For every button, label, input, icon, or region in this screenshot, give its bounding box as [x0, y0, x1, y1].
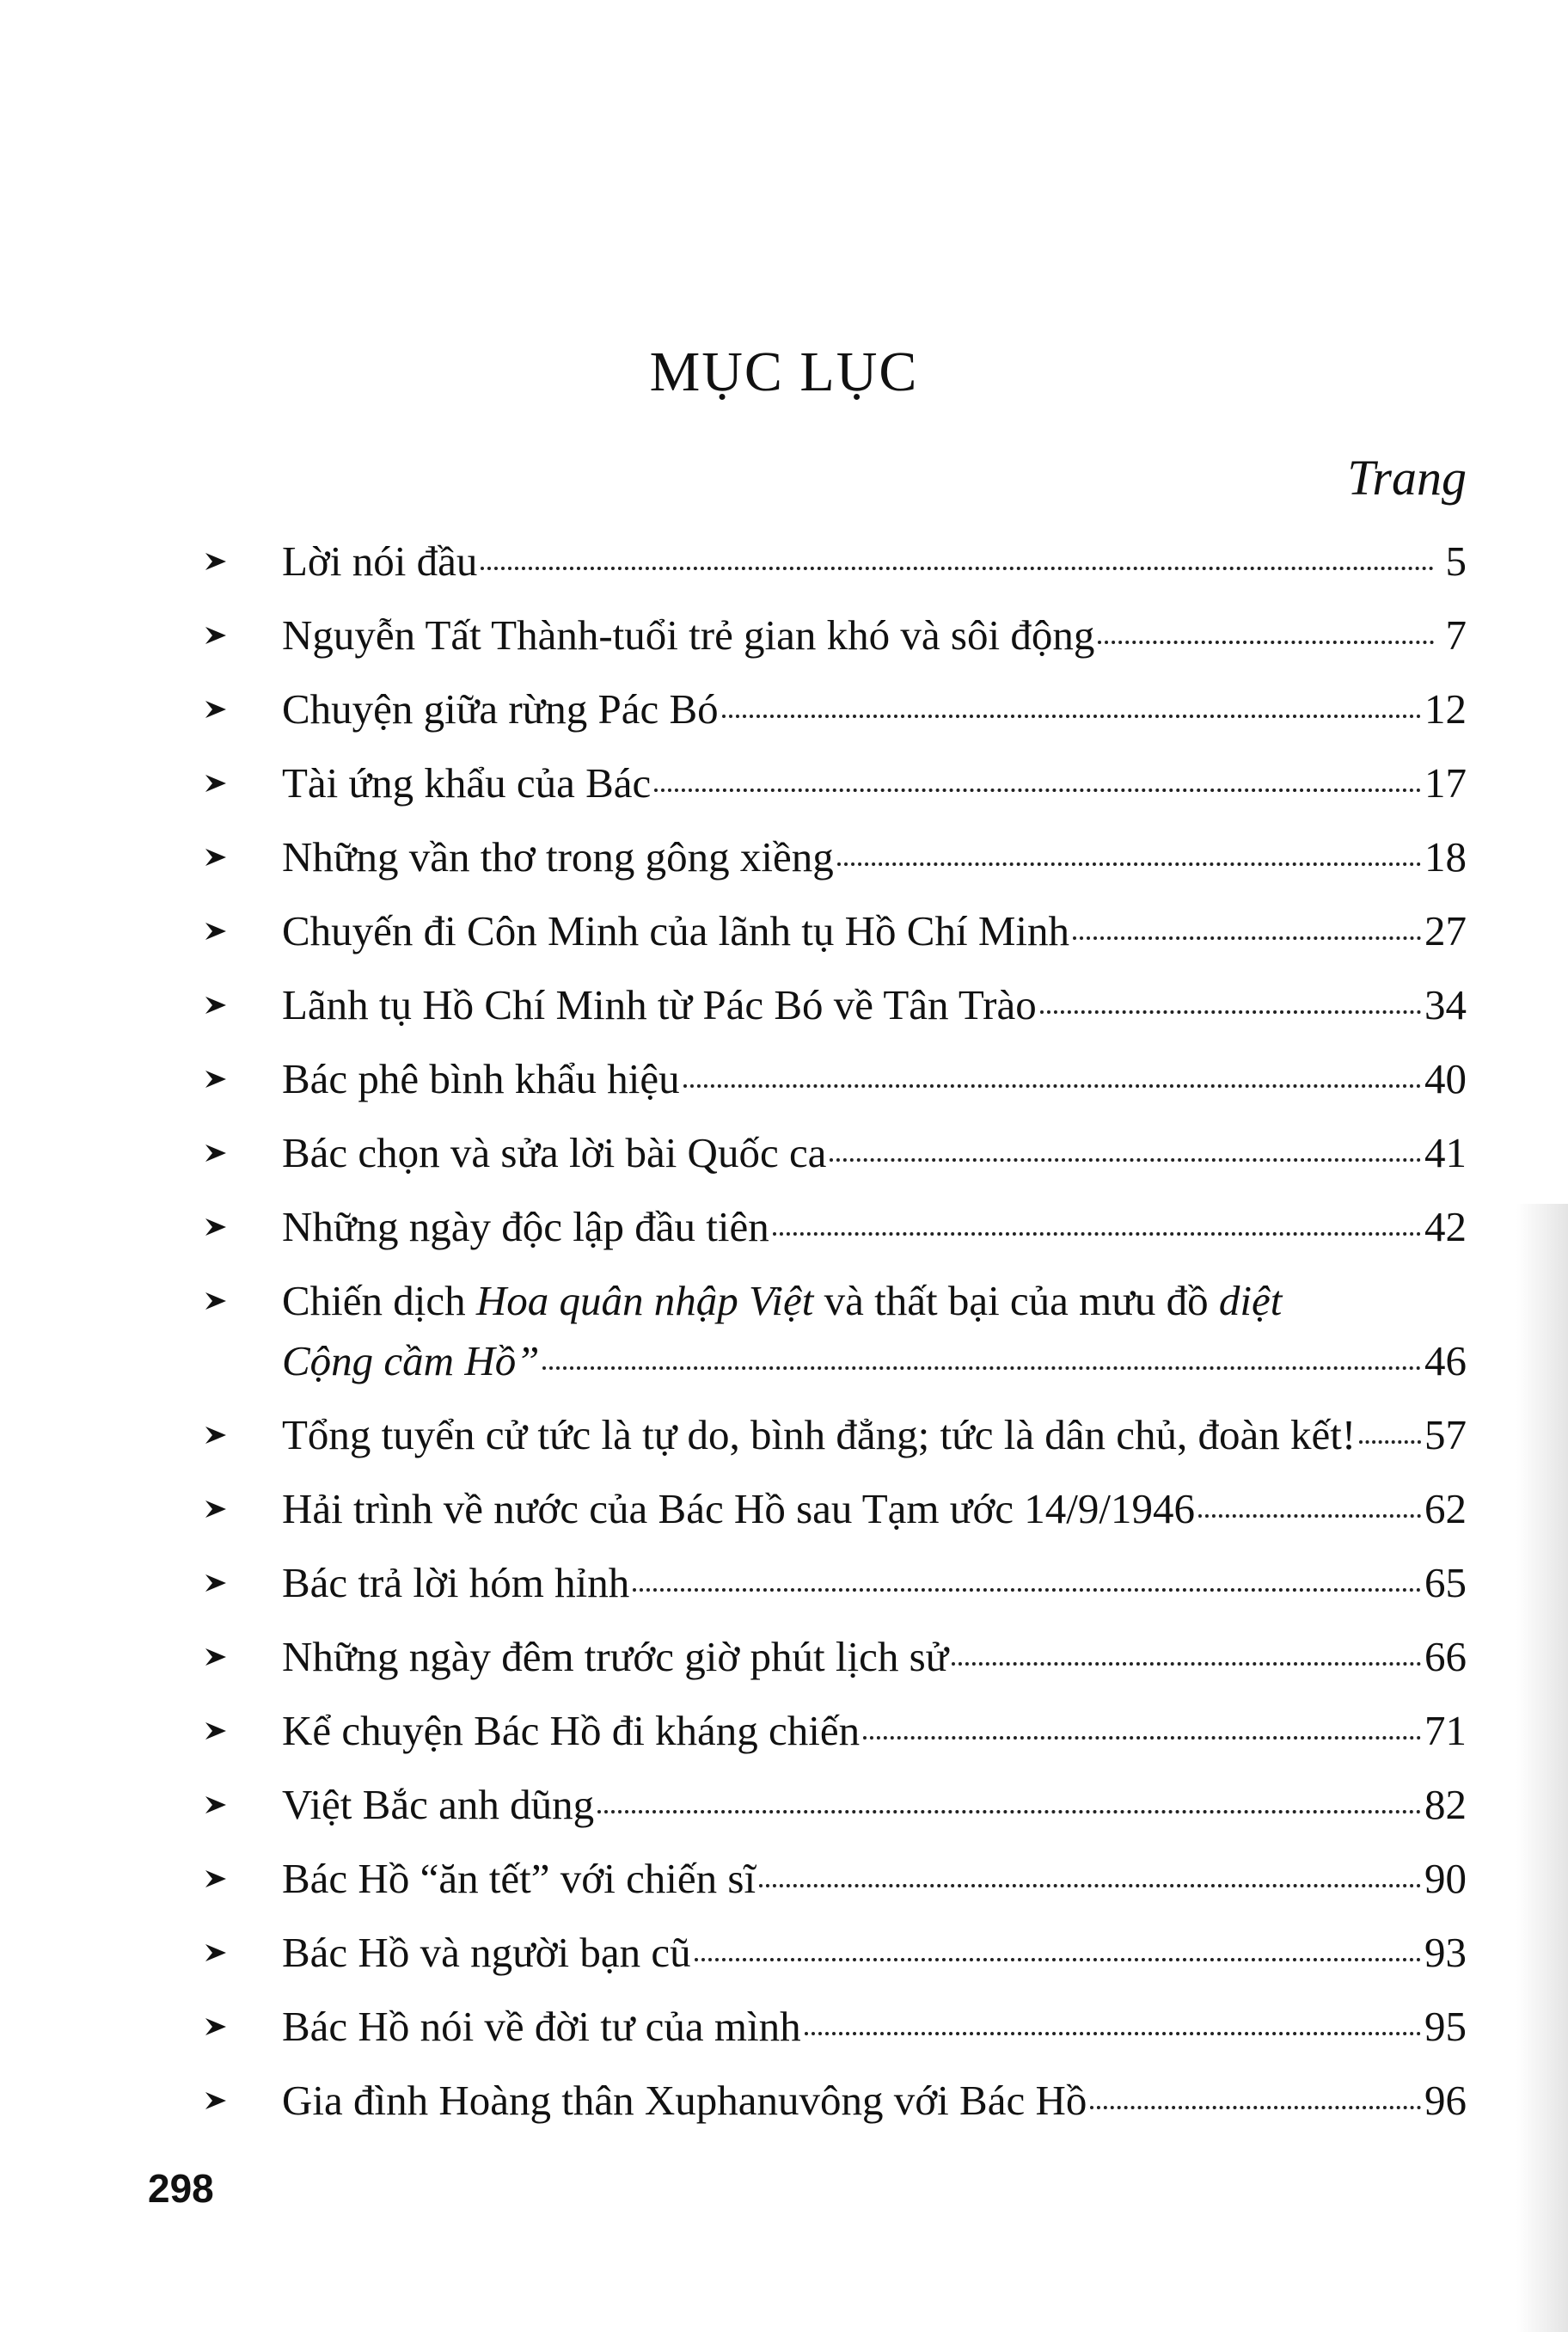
toc-entry-page: 41 — [1424, 1129, 1467, 1176]
toc-entry — [282, 1472, 1467, 1546]
toc-entry-title-line-2 — [282, 1331, 1467, 1391]
arrowhead-bullet-icon — [203, 820, 229, 894]
toc-entry — [282, 1916, 1467, 1990]
dot-leader — [683, 1084, 1421, 1088]
toc-entry-title-italic: Hoa quân nhập Việt — [475, 1277, 814, 1324]
toc-entry-title-text: Chiến dịch — [282, 1277, 476, 1324]
toc-entry-page: 90 — [1424, 1855, 1467, 1902]
arrowhead-bullet-icon — [203, 968, 229, 1042]
dot-leader — [837, 862, 1421, 866]
toc-entry — [282, 746, 1467, 820]
table-of-contents — [0, 525, 1568, 2138]
toc-entry — [282, 672, 1467, 746]
toc-entry-title: Kể chuyện Bác Hồ đi kháng chiến — [282, 1707, 861, 1754]
toc-entry-page: 5 — [1445, 537, 1467, 585]
toc-entry-page: 18 — [1424, 833, 1467, 881]
toc-entry-title-line-1 — [282, 1271, 1467, 1331]
dot-leader — [695, 1958, 1421, 1961]
arrowhead-bullet-icon — [203, 1842, 229, 1916]
toc-entry-title: Tổng tuyển cử tức là tự do, bình đẳng; tức là dân chủ, đoàn kết! — [282, 1411, 1357, 1458]
arrowhead-bullet-icon — [203, 1694, 229, 1768]
toc-entry-title: Bác trả lời hóm hỉnh — [282, 1559, 630, 1606]
toc-entry — [282, 1264, 1467, 1398]
toc-entry-page: 65 — [1424, 1559, 1467, 1606]
toc-entry-title: Chuyến đi Côn Minh của lãnh tụ Hồ Chí Minh — [282, 907, 1069, 954]
arrowhead-bullet-icon — [203, 1990, 229, 2064]
toc-entry — [282, 1990, 1467, 2064]
toc-entry — [282, 1546, 1467, 1620]
arrowhead-bullet-icon — [203, 1190, 229, 1264]
page-column-label: Trang — [1347, 450, 1467, 506]
dot-leader — [542, 1366, 1421, 1370]
toc-entry-title-text: ” — [516, 1337, 540, 1384]
arrowhead-bullet-icon — [203, 1546, 229, 1620]
arrowhead-bullet-icon — [203, 1620, 229, 1694]
toc-entry-title-text: và thất bại của mưu đồ — [813, 1277, 1219, 1324]
toc-entry-title: Tài ứng khẩu của Bác — [282, 759, 652, 807]
dot-leader — [805, 2032, 1421, 2035]
toc-entry — [282, 1190, 1467, 1264]
toc-entry-page: 66 — [1424, 1633, 1467, 1680]
toc-entry-page: 82 — [1424, 1781, 1467, 1828]
toc-entry-title: Những ngày độc lập đầu tiên — [282, 1203, 769, 1250]
toc-entry-title-italic: Cộng cầm Hồ — [282, 1337, 517, 1384]
toc-entry-title: Hải trình về nước của Bác Hồ sau Tạm ước 14/9/1946 — [282, 1485, 1195, 1532]
toc-entry-page: 27 — [1424, 907, 1467, 954]
toc-entry-title: Lãnh tụ Hồ Chí Minh từ Pác Bó về Tân Trào — [282, 981, 1037, 1028]
toc-entry-title: Gia đình Hoàng thân Xuphanuvông với Bác Hồ — [282, 2077, 1087, 2124]
dot-leader — [759, 1884, 1421, 1887]
arrowhead-bullet-icon — [203, 2064, 229, 2138]
toc-entry-title: Chuyện giữa rừng Pác Bó — [282, 685, 719, 733]
toc-entry — [282, 1116, 1467, 1190]
toc-entry — [282, 894, 1467, 968]
arrowhead-bullet-icon — [203, 1398, 229, 1472]
dot-leader — [481, 567, 1434, 570]
toc-entry-page: 46 — [1424, 1337, 1467, 1384]
toc-entry — [282, 1842, 1467, 1916]
arrowhead-bullet-icon — [203, 1264, 229, 1338]
dot-leader — [1198, 1514, 1421, 1518]
toc-entry-title: Những vần thơ trong gông xiềng — [282, 833, 834, 881]
toc-entry-title: Bác Hồ và người bạn cũ — [282, 1929, 691, 1976]
toc-entry — [282, 820, 1467, 894]
arrowhead-bullet-icon — [203, 746, 229, 820]
toc-entry-page: 17 — [1424, 759, 1467, 807]
page-title: MỤC LỤC — [649, 341, 919, 403]
toc-entry-page: 7 — [1445, 611, 1467, 659]
dot-leader — [1098, 641, 1434, 644]
toc-entry-title: Lời nói đầu — [282, 537, 478, 585]
toc-entry-title: Nguyễn Tất Thành-tuổi trẻ gian khó và sôi động — [282, 611, 1095, 659]
toc-entry-title: Bác chọn và sửa lời bài Quốc ca — [282, 1129, 827, 1176]
arrowhead-bullet-icon — [203, 894, 229, 968]
toc-entry — [282, 1042, 1467, 1116]
toc-entry — [282, 2064, 1467, 2138]
arrowhead-bullet-icon — [203, 1768, 229, 1842]
toc-entry — [282, 1398, 1467, 1472]
dot-leader — [722, 715, 1421, 718]
arrowhead-bullet-icon — [203, 1916, 229, 1990]
toc-entry-page: 34 — [1424, 981, 1467, 1028]
arrowhead-bullet-icon — [203, 1116, 229, 1190]
dot-leader — [863, 1736, 1421, 1740]
dot-leader — [1073, 936, 1421, 940]
toc-entry — [282, 598, 1467, 672]
toc-entry-title: Bác Hồ nói về đời tư của mình — [282, 2003, 801, 2050]
toc-entry — [282, 525, 1467, 598]
toc-entry — [282, 1768, 1467, 1842]
dot-leader — [773, 1232, 1421, 1236]
toc-entry — [282, 1694, 1467, 1768]
toc-entry-title: Việt Bắc anh dũng — [282, 1781, 595, 1828]
dot-leader — [1359, 1440, 1421, 1444]
dot-leader — [597, 1810, 1421, 1813]
toc-entry-page: 95 — [1424, 2003, 1467, 2050]
dot-leader — [1090, 2106, 1421, 2109]
arrowhead-bullet-icon — [203, 525, 229, 598]
dot-leader — [654, 789, 1421, 792]
page-number: 298 — [148, 2166, 214, 2211]
toc-entry — [282, 1620, 1467, 1694]
arrowhead-bullet-icon — [203, 598, 229, 672]
dot-leader — [633, 1588, 1421, 1592]
toc-entry-page: 40 — [1424, 1055, 1467, 1102]
toc-entry-page: 12 — [1424, 685, 1467, 733]
toc-entry-title: Bác Hồ “ăn tết” với chiến sĩ — [282, 1855, 756, 1902]
dot-leader — [830, 1158, 1421, 1162]
toc-entry-page: 96 — [1424, 2077, 1467, 2124]
toc-entry-title: Bác phê bình khẩu hiệu — [282, 1055, 680, 1102]
arrowhead-bullet-icon — [203, 1042, 229, 1116]
dot-leader — [1040, 1010, 1421, 1014]
arrowhead-bullet-icon — [203, 672, 229, 746]
toc-entry-page: 62 — [1424, 1485, 1467, 1532]
toc-entry-page: 93 — [1424, 1929, 1467, 1976]
dot-leader — [952, 1662, 1421, 1666]
toc-entry-page: 71 — [1424, 1707, 1467, 1754]
toc-entry-page: 42 — [1424, 1203, 1467, 1250]
toc-entry — [282, 968, 1467, 1042]
toc-entry-page: 57 — [1424, 1411, 1467, 1458]
toc-entry-title: Những ngày đêm trước giờ phút lịch sử — [282, 1633, 949, 1680]
arrowhead-bullet-icon — [203, 1472, 229, 1546]
toc-entry-title-italic: diệt — [1218, 1277, 1283, 1324]
